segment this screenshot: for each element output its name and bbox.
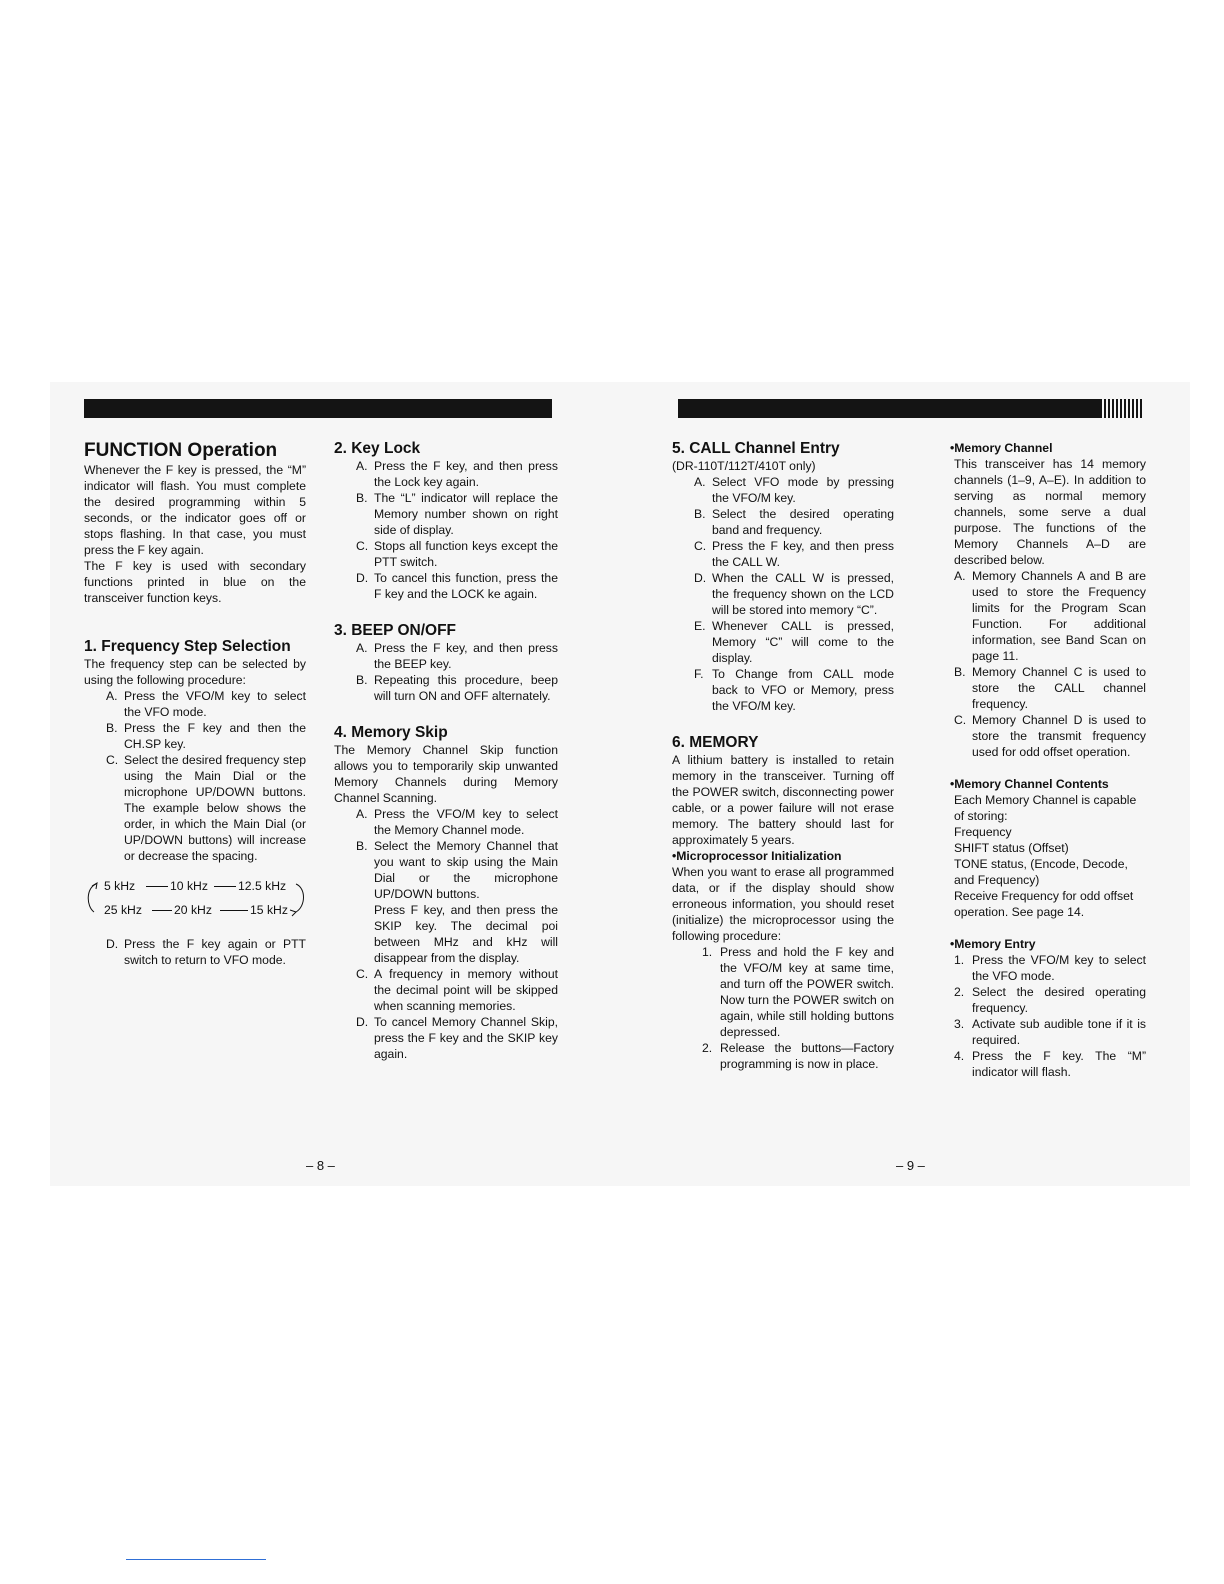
list-item: B. Press the F key and then the CH.SP key. [106, 721, 306, 751]
header-bar-barcode [1104, 399, 1144, 418]
memory-channel-contents [954, 792, 1146, 920]
step-value: 12.5 kHz [238, 879, 287, 893]
step-value: 15 kHz [250, 903, 288, 917]
section-2-title: 2. Key Lock [334, 440, 421, 457]
list-item: D. Press the F key again or PTT switch to return to VFO mode. [106, 937, 306, 967]
list-item: C. A frequency in memory without the decimal point will be skipped when scanning memories. [356, 967, 558, 1013]
page-title: FUNCTION Operation [84, 440, 278, 461]
step-value: 5 kHz [104, 879, 136, 893]
section-6-title: 6. MEMORY [672, 734, 759, 751]
list-item: C. Stops all function keys except the PTT switch. [356, 539, 558, 569]
list-item: 1. Press and hold the F key and the VFO/M key at same time, and turn off the POWER switch. Now turn the POWER switch on again, while still holding buttons depressed. [702, 945, 894, 1039]
section-3-title: 3. BEEP ON/OFF [334, 622, 457, 639]
list-item: 4. Press the F key. The “M” indicator will flash. [954, 1049, 1146, 1079]
section-5-title: 5. CALL Channel Entry [672, 440, 840, 457]
memory-channel-items [954, 568, 1146, 760]
list-item: B. Select the desired operating band and frequency. [694, 507, 894, 537]
page-number-right: – 9 – [896, 1158, 925, 1173]
list-item: 2. Select the desired operating frequency. [954, 985, 1146, 1015]
section-4-title: 4. Memory Skip [334, 724, 448, 741]
step-value: 25 kHz [104, 903, 142, 917]
list-item: C. Select the desired frequency step using the Main Dial or the microphone UP/DOWN buttons. The example below shows the order, in which the Main Dial (or UP/DOWN buttons) will increase or decrease the spacing. [106, 753, 306, 863]
contents-line: Receive Frequency for odd offset operation. See page 14. [954, 889, 1134, 919]
list-item: 3. Activate sub audible tone if it is required. [954, 1017, 1146, 1047]
list-item: A. Press the VFO/M key to select the Memory Channel mode. [356, 807, 558, 837]
microprocessor-init-body: When you want to erase all programmed data, or if the display should show erroneous information, you should reset (initialize) the microprocessor using the following procedure: [672, 865, 894, 943]
step-connector [220, 910, 248, 911]
list-item: 2. Release the buttons—Factory programming is now in place. [702, 1041, 894, 1071]
memory-entry-items [954, 952, 1146, 1080]
section-2-items [356, 458, 558, 602]
list-item: B. The “L” indicator will replace the Memory number shown on right side of display. [356, 491, 558, 537]
section-1-items [106, 688, 306, 864]
microprocessor-init-items [702, 944, 894, 1072]
section-1-items-d [106, 936, 306, 968]
list-item: C. Press the F key, and then press the CALL W. [694, 539, 894, 569]
section-4-body: The Memory Channel Skip function allows you to temporarily skip unwanted Memory Channels during Memory Channel Scanning. [334, 743, 558, 805]
list-item: Press F key, and then press the SKIP key. The decimal poi between MHz and kHz will disappear from the display. [374, 903, 558, 965]
list-item: 1. Press the VFO/M key to select the VFO mode. [954, 953, 1146, 983]
step-connector [214, 886, 236, 887]
list-item: D. To cancel Memory Channel Skip, press the F key and the SKIP key again. [356, 1015, 558, 1061]
list-item: A. Press the F key, and then press the BEEP key. [356, 641, 558, 671]
contents-line: Frequency [954, 825, 1012, 839]
section-5-subtitle: (DR-110T/112T/410T only) [672, 459, 816, 473]
list-item: B. Select the Memory Channel that you want to skip using the Main Dial or the microphone UP/DOWN buttons. [356, 839, 558, 901]
list-item: F. To Change from CALL mode back to VFO or Memory, press the VFO/M key. [694, 667, 894, 713]
list-item: A. Press the VFO/M key to select the VFO mode. [106, 689, 306, 719]
step-connector [152, 910, 172, 911]
section-6-body: A lithium battery is installed to retain memory in the transceiver. Turning off the POWER switch, disconnecting power cable, or a power failure will not erase memory. The battery should last for approximately 5 years. [672, 753, 894, 847]
section-3-items [356, 640, 558, 704]
section-1-body: The frequency step can be selected by using the following procedure: [84, 657, 306, 687]
memory-channel-body: This transceiver has 14 memory channels (1–9, A–E). In addition to serving as normal memory channels, some serve a dual purpose. The functions of the Memory Channels A–D are described below. [954, 457, 1146, 567]
header-bar-left [84, 399, 552, 418]
intro-paragraph: Whenever the F key is pressed, the “M” indicator will flash. You must complete the desired programming within 5 seconds, or the indicator goes off or stops flashing. In that case, you must press the F key again. [84, 463, 306, 557]
list-item: D. To cancel this function, press the F key and the LOCK ke again. [356, 571, 558, 601]
contents-line: TONE status, (Encode, Decode, and Frequency) [954, 857, 1128, 887]
memory-channel-heading: •Memory Channel [950, 441, 1053, 455]
memory-entry-heading: •Memory Entry [950, 937, 1036, 951]
footer-rule [126, 1559, 266, 1560]
right-page-column-2 [950, 440, 1146, 1080]
memory-channel-contents-heading: •Memory Channel Contents [950, 777, 1109, 791]
section-4-items [356, 806, 558, 1062]
section-1-title: 1. Frequency Step Selection [84, 638, 291, 655]
list-item: A. Press the F key, and then press the Lock key again. [356, 459, 558, 489]
list-item: C. Memory Channel D is used to store the transmit frequency used for odd offset operation. [954, 713, 1146, 759]
right-page-column-1 [672, 440, 894, 1072]
list-item: B. Memory Channel C is used to store the CALL channel frequency. [954, 665, 1146, 711]
contents-line: SHIFT status (Offset) [954, 841, 1069, 855]
list-item: A. Select VFO mode by pressing the VFO/M key. [694, 475, 894, 505]
list-item: E. Whenever CALL is pressed, Memory “C” will come to the display. [694, 619, 894, 665]
list-item: B. Repeating this procedure, beep will turn ON and OFF alternately. [356, 673, 558, 703]
header-bar-right [678, 399, 1102, 418]
intro-paragraph-2: The F key is used with secondary functions printed in blue on the transceiver function keys. [84, 559, 306, 605]
list-item: D. When the CALL W is pressed, the frequency shown on the LCD will be stored into memory “C”. [694, 571, 894, 617]
list-item: A. Memory Channels A and B are used to store the Frequency limits for the Program Scan Function. For additional information, see Band Scan on page 11. [954, 569, 1146, 663]
microprocessor-init-heading: •Microprocessor Initialization [672, 849, 842, 863]
left-page-column-2 [334, 440, 558, 1062]
left-page-column-1 [84, 440, 306, 968]
page-number-left: – 8 – [306, 1158, 335, 1173]
step-value: 10 kHz [170, 879, 208, 893]
step-connector [146, 886, 168, 887]
frequency-step-diagram [84, 878, 306, 926]
step-value: 20 kHz [174, 903, 212, 917]
contents-line: Each Memory Channel is capable of storing: [954, 793, 1137, 823]
section-5-items [694, 474, 894, 714]
